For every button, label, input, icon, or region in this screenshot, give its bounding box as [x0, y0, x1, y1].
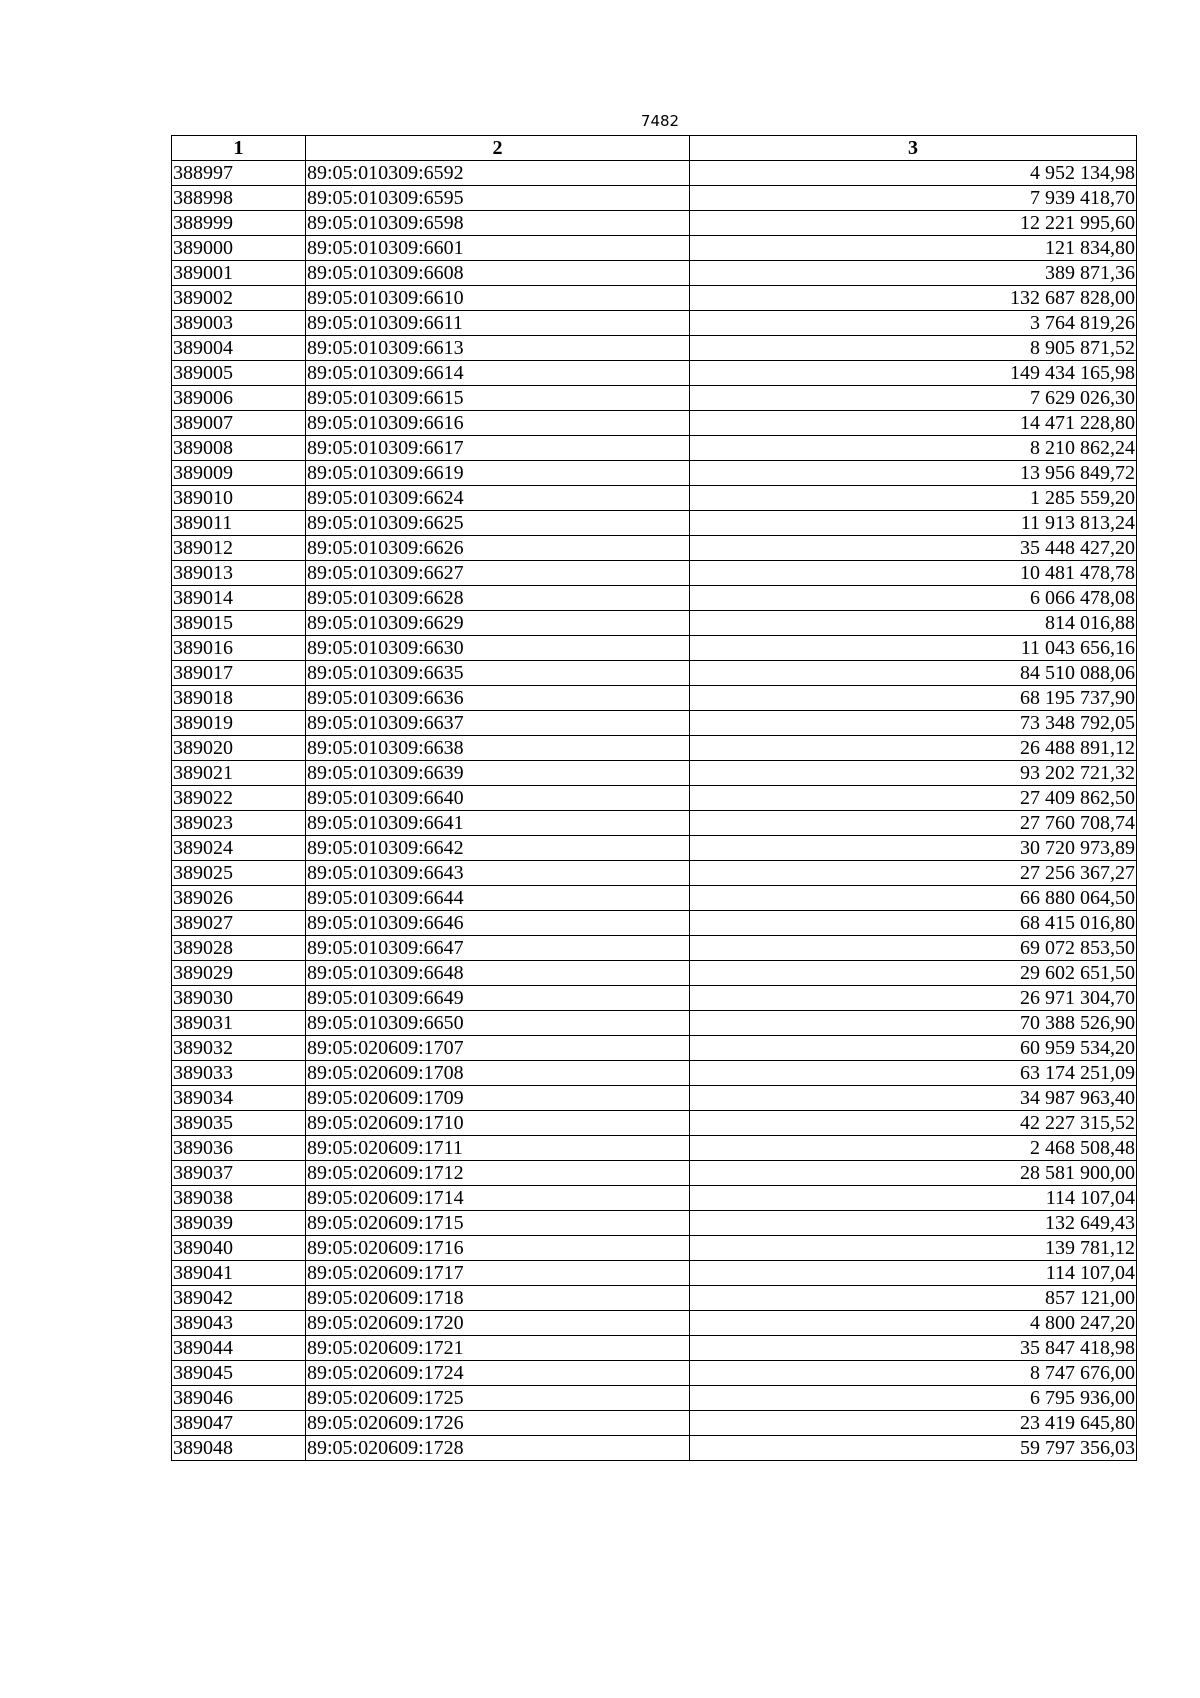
header-row — [172, 136, 1137, 161]
row-number: 389032 — [172, 1036, 306, 1061]
cadastral-number: 89:05:010309:6624 — [306, 486, 690, 511]
cadastral-value: 59 797 356,03 — [690, 1436, 1137, 1461]
row-number: 389029 — [172, 961, 306, 986]
cadastral-value: 1 285 559,20 — [690, 486, 1137, 511]
row-number: 389018 — [172, 686, 306, 711]
cadastral-value: 7 629 026,30 — [690, 386, 1137, 411]
table-row — [172, 461, 1137, 486]
column-header-2: 2 — [306, 136, 690, 161]
row-number: 389037 — [172, 1161, 306, 1186]
row-number: 389034 — [172, 1086, 306, 1111]
row-number: 389017 — [172, 661, 306, 686]
cadastral-number: 89:05:020609:1726 — [306, 1411, 690, 1436]
page-number: 7482 — [640, 112, 680, 130]
table-row — [172, 236, 1137, 261]
cadastral-number: 89:05:020609:1715 — [306, 1211, 690, 1236]
table-row — [172, 411, 1137, 436]
cadastral-value: 6 795 936,00 — [690, 1386, 1137, 1411]
cadastral-number: 89:05:010309:6640 — [306, 786, 690, 811]
cadastral-value: 149 434 165,98 — [690, 361, 1137, 386]
table-row — [172, 1161, 1137, 1186]
row-number: 389000 — [172, 236, 306, 261]
row-number: 389025 — [172, 861, 306, 886]
cadastral-value: 2 468 508,48 — [690, 1136, 1137, 1161]
cadastral-value: 60 959 534,20 — [690, 1036, 1137, 1061]
cadastral-number: 89:05:020609:1714 — [306, 1186, 690, 1211]
table-row — [172, 536, 1137, 561]
cadastral-number: 89:05:010309:6644 — [306, 886, 690, 911]
cadastral-value: 93 202 721,32 — [690, 761, 1137, 786]
cadastral-value: 84 510 088,06 — [690, 661, 1137, 686]
column-header-1: 1 — [172, 136, 306, 161]
cadastral-value: 35 847 418,98 — [690, 1336, 1137, 1361]
cadastral-value: 8 747 676,00 — [690, 1361, 1137, 1386]
cadastral-value: 14 471 228,80 — [690, 411, 1137, 436]
table-row — [172, 1336, 1137, 1361]
row-number: 389038 — [172, 1186, 306, 1211]
row-number: 389002 — [172, 286, 306, 311]
table-row — [172, 361, 1137, 386]
cadastral-value: 132 687 828,00 — [690, 286, 1137, 311]
table-row — [172, 1236, 1137, 1261]
cadastral-value: 35 448 427,20 — [690, 536, 1137, 561]
row-number: 389046 — [172, 1386, 306, 1411]
cadastral-number: 89:05:010309:6641 — [306, 811, 690, 836]
table-row — [172, 286, 1137, 311]
row-number: 389010 — [172, 486, 306, 511]
row-number: 389012 — [172, 536, 306, 561]
row-number: 389021 — [172, 761, 306, 786]
row-number: 389048 — [172, 1436, 306, 1461]
cadastral-number: 89:05:020609:1725 — [306, 1386, 690, 1411]
cadastral-number: 89:05:010309:6611 — [306, 311, 690, 336]
row-number: 389039 — [172, 1211, 306, 1236]
row-number: 389043 — [172, 1311, 306, 1336]
row-number: 389014 — [172, 586, 306, 611]
cadastral-number: 89:05:010309:6614 — [306, 361, 690, 386]
cadastral-number: 89:05:020609:1712 — [306, 1161, 690, 1186]
cadastral-value: 114 107,04 — [690, 1261, 1137, 1286]
table-row — [172, 561, 1137, 586]
table-row — [172, 1036, 1137, 1061]
cadastral-value: 68 195 737,90 — [690, 686, 1137, 711]
cadastral-number: 89:05:010309:6638 — [306, 736, 690, 761]
cadastral-value: 66 880 064,50 — [690, 886, 1137, 911]
row-number: 389040 — [172, 1236, 306, 1261]
row-number: 388997 — [172, 161, 306, 186]
cadastral-value: 34 987 963,40 — [690, 1086, 1137, 1111]
table-row — [172, 1011, 1137, 1036]
cadastral-value: 42 227 315,52 — [690, 1111, 1137, 1136]
table-row — [172, 1386, 1137, 1411]
row-number: 389047 — [172, 1411, 306, 1436]
row-number: 389042 — [172, 1286, 306, 1311]
row-number: 389011 — [172, 511, 306, 536]
row-number: 389009 — [172, 461, 306, 486]
cadastral-number: 89:05:020609:1728 — [306, 1436, 690, 1461]
table-row — [172, 1361, 1137, 1386]
cadastral-value: 26 488 891,12 — [690, 736, 1137, 761]
row-number: 389001 — [172, 261, 306, 286]
cadastral-number: 89:05:010309:6649 — [306, 986, 690, 1011]
cadastral-number: 89:05:020609:1717 — [306, 1261, 690, 1286]
cadastral-number: 89:05:010309:6613 — [306, 336, 690, 361]
cadastral-value: 11 913 813,24 — [690, 511, 1137, 536]
row-number: 389015 — [172, 611, 306, 636]
cadastral-value: 3 764 819,26 — [690, 311, 1137, 336]
cadastral-number: 89:05:010309:6625 — [306, 511, 690, 536]
table-row — [172, 1436, 1137, 1461]
cadastral-number: 89:05:020609:1711 — [306, 1136, 690, 1161]
table-row — [172, 486, 1137, 511]
table-row — [172, 586, 1137, 611]
table-row — [172, 611, 1137, 636]
cadastral-number: 89:05:010309:6592 — [306, 161, 690, 186]
row-number: 389023 — [172, 811, 306, 836]
cadastral-number: 89:05:010309:6647 — [306, 936, 690, 961]
table-row — [172, 661, 1137, 686]
table-row — [172, 886, 1137, 911]
cadastral-value: 11 043 656,16 — [690, 636, 1137, 661]
row-number: 389027 — [172, 911, 306, 936]
cadastral-number: 89:05:010309:6598 — [306, 211, 690, 236]
cadastral-number: 89:05:010309:6642 — [306, 836, 690, 861]
cadastral-value: 23 419 645,80 — [690, 1411, 1137, 1436]
cadastral-number: 89:05:010309:6635 — [306, 661, 690, 686]
row-number: 389028 — [172, 936, 306, 961]
cadastral-value: 63 174 251,09 — [690, 1061, 1137, 1086]
row-number: 389033 — [172, 1061, 306, 1086]
cadastral-number: 89:05:010309:6627 — [306, 561, 690, 586]
cadastral-number: 89:05:020609:1720 — [306, 1311, 690, 1336]
cadastral-value: 857 121,00 — [690, 1286, 1137, 1311]
table-row — [172, 336, 1137, 361]
cadastral-number: 89:05:010309:6639 — [306, 761, 690, 786]
table-row — [172, 1261, 1137, 1286]
table-row — [172, 1061, 1137, 1086]
table-row — [172, 161, 1137, 186]
cadastral-value: 139 781,12 — [690, 1236, 1137, 1261]
cadastral-value: 814 016,88 — [690, 611, 1137, 636]
table-row — [172, 711, 1137, 736]
cadastral-value: 8 905 871,52 — [690, 336, 1137, 361]
cadastral-value: 27 409 862,50 — [690, 786, 1137, 811]
cadastral-number: 89:05:010309:6643 — [306, 861, 690, 886]
row-number: 388998 — [172, 186, 306, 211]
cadastral-number: 89:05:020609:1709 — [306, 1086, 690, 1111]
row-number: 389004 — [172, 336, 306, 361]
cadastral-value: 4 952 134,98 — [690, 161, 1137, 186]
cadastral-number: 89:05:020609:1710 — [306, 1111, 690, 1136]
table-row — [172, 311, 1137, 336]
table-row — [172, 1211, 1137, 1236]
cadastral-number: 89:05:010309:6616 — [306, 411, 690, 436]
row-number: 389024 — [172, 836, 306, 861]
column-header-3: 3 — [690, 136, 1137, 161]
registry-table — [171, 135, 1137, 1461]
cadastral-number: 89:05:010309:6630 — [306, 636, 690, 661]
cadastral-value: 13 956 849,72 — [690, 461, 1137, 486]
cadastral-number: 89:05:010309:6646 — [306, 911, 690, 936]
table-row — [172, 736, 1137, 761]
row-number: 389044 — [172, 1336, 306, 1361]
cadastral-value: 389 871,36 — [690, 261, 1137, 286]
table-row — [172, 1311, 1137, 1336]
cadastral-number: 89:05:010309:6636 — [306, 686, 690, 711]
cadastral-number: 89:05:010309:6650 — [306, 1011, 690, 1036]
table-row — [172, 186, 1137, 211]
table-row — [172, 1186, 1137, 1211]
table-row — [172, 786, 1137, 811]
table-row — [172, 911, 1137, 936]
row-number: 388999 — [172, 211, 306, 236]
cadastral-value: 7 939 418,70 — [690, 186, 1137, 211]
cadastral-number: 89:05:020609:1721 — [306, 1336, 690, 1361]
row-number: 389008 — [172, 436, 306, 461]
cadastral-value: 12 221 995,60 — [690, 211, 1137, 236]
cadastral-number: 89:05:020609:1707 — [306, 1036, 690, 1061]
cadastral-number: 89:05:010309:6608 — [306, 261, 690, 286]
cadastral-number: 89:05:010309:6595 — [306, 186, 690, 211]
cadastral-value: 73 348 792,05 — [690, 711, 1137, 736]
cadastral-number: 89:05:010309:6648 — [306, 961, 690, 986]
cadastral-value: 28 581 900,00 — [690, 1161, 1137, 1186]
row-number: 389019 — [172, 711, 306, 736]
cadastral-value: 27 760 708,74 — [690, 811, 1137, 836]
cadastral-number: 89:05:010309:6629 — [306, 611, 690, 636]
table-row — [172, 811, 1137, 836]
cadastral-value: 132 649,43 — [690, 1211, 1137, 1236]
table-header — [172, 136, 1137, 161]
cadastral-number: 89:05:010309:6628 — [306, 586, 690, 611]
cadastral-value: 4 800 247,20 — [690, 1311, 1137, 1336]
cadastral-number: 89:05:020609:1716 — [306, 1236, 690, 1261]
cadastral-number: 89:05:010309:6601 — [306, 236, 690, 261]
row-number: 389036 — [172, 1136, 306, 1161]
cadastral-value: 10 481 478,78 — [690, 561, 1137, 586]
cadastral-value: 121 834,80 — [690, 236, 1137, 261]
table-row — [172, 861, 1137, 886]
cadastral-value: 6 066 478,08 — [690, 586, 1137, 611]
table-row — [172, 1286, 1137, 1311]
table-row — [172, 261, 1137, 286]
table-row — [172, 836, 1137, 861]
cadastral-number: 89:05:010309:6610 — [306, 286, 690, 311]
row-number: 389006 — [172, 386, 306, 411]
cadastral-value: 27 256 367,27 — [690, 861, 1137, 886]
cadastral-number: 89:05:020609:1718 — [306, 1286, 690, 1311]
row-number: 389041 — [172, 1261, 306, 1286]
row-number: 389022 — [172, 786, 306, 811]
cadastral-value: 30 720 973,89 — [690, 836, 1137, 861]
row-number: 389016 — [172, 636, 306, 661]
table-body — [172, 161, 1137, 1461]
cadastral-value: 70 388 526,90 — [690, 1011, 1137, 1036]
cadastral-number: 89:05:010309:6637 — [306, 711, 690, 736]
table-row — [172, 1111, 1137, 1136]
row-number: 389013 — [172, 561, 306, 586]
table-row — [172, 986, 1137, 1011]
table-row — [172, 1136, 1137, 1161]
row-number: 389007 — [172, 411, 306, 436]
cadastral-number: 89:05:010309:6615 — [306, 386, 690, 411]
row-number: 389003 — [172, 311, 306, 336]
table-row — [172, 436, 1137, 461]
table-row — [172, 211, 1137, 236]
table-row — [172, 686, 1137, 711]
cadastral-number: 89:05:010309:6617 — [306, 436, 690, 461]
cadastral-number: 89:05:010309:6619 — [306, 461, 690, 486]
row-number: 389045 — [172, 1361, 306, 1386]
cadastral-value: 26 971 304,70 — [690, 986, 1137, 1011]
table-row — [172, 961, 1137, 986]
row-number: 389005 — [172, 361, 306, 386]
row-number: 389035 — [172, 1111, 306, 1136]
row-number: 389031 — [172, 1011, 306, 1036]
table-row — [172, 761, 1137, 786]
cadastral-value: 68 415 016,80 — [690, 911, 1137, 936]
table-row — [172, 1086, 1137, 1111]
cadastral-number: 89:05:010309:6626 — [306, 536, 690, 561]
row-number: 389026 — [172, 886, 306, 911]
table-row — [172, 386, 1137, 411]
table-row — [172, 936, 1137, 961]
row-number: 389030 — [172, 986, 306, 1011]
cadastral-value: 69 072 853,50 — [690, 936, 1137, 961]
cadastral-value: 29 602 651,50 — [690, 961, 1137, 986]
cadastral-value: 114 107,04 — [690, 1186, 1137, 1211]
table-row — [172, 511, 1137, 536]
cadastral-value: 8 210 862,24 — [690, 436, 1137, 461]
row-number: 389020 — [172, 736, 306, 761]
table-row — [172, 1411, 1137, 1436]
cadastral-number: 89:05:020609:1724 — [306, 1361, 690, 1386]
cadastral-number: 89:05:020609:1708 — [306, 1061, 690, 1086]
table-row — [172, 636, 1137, 661]
